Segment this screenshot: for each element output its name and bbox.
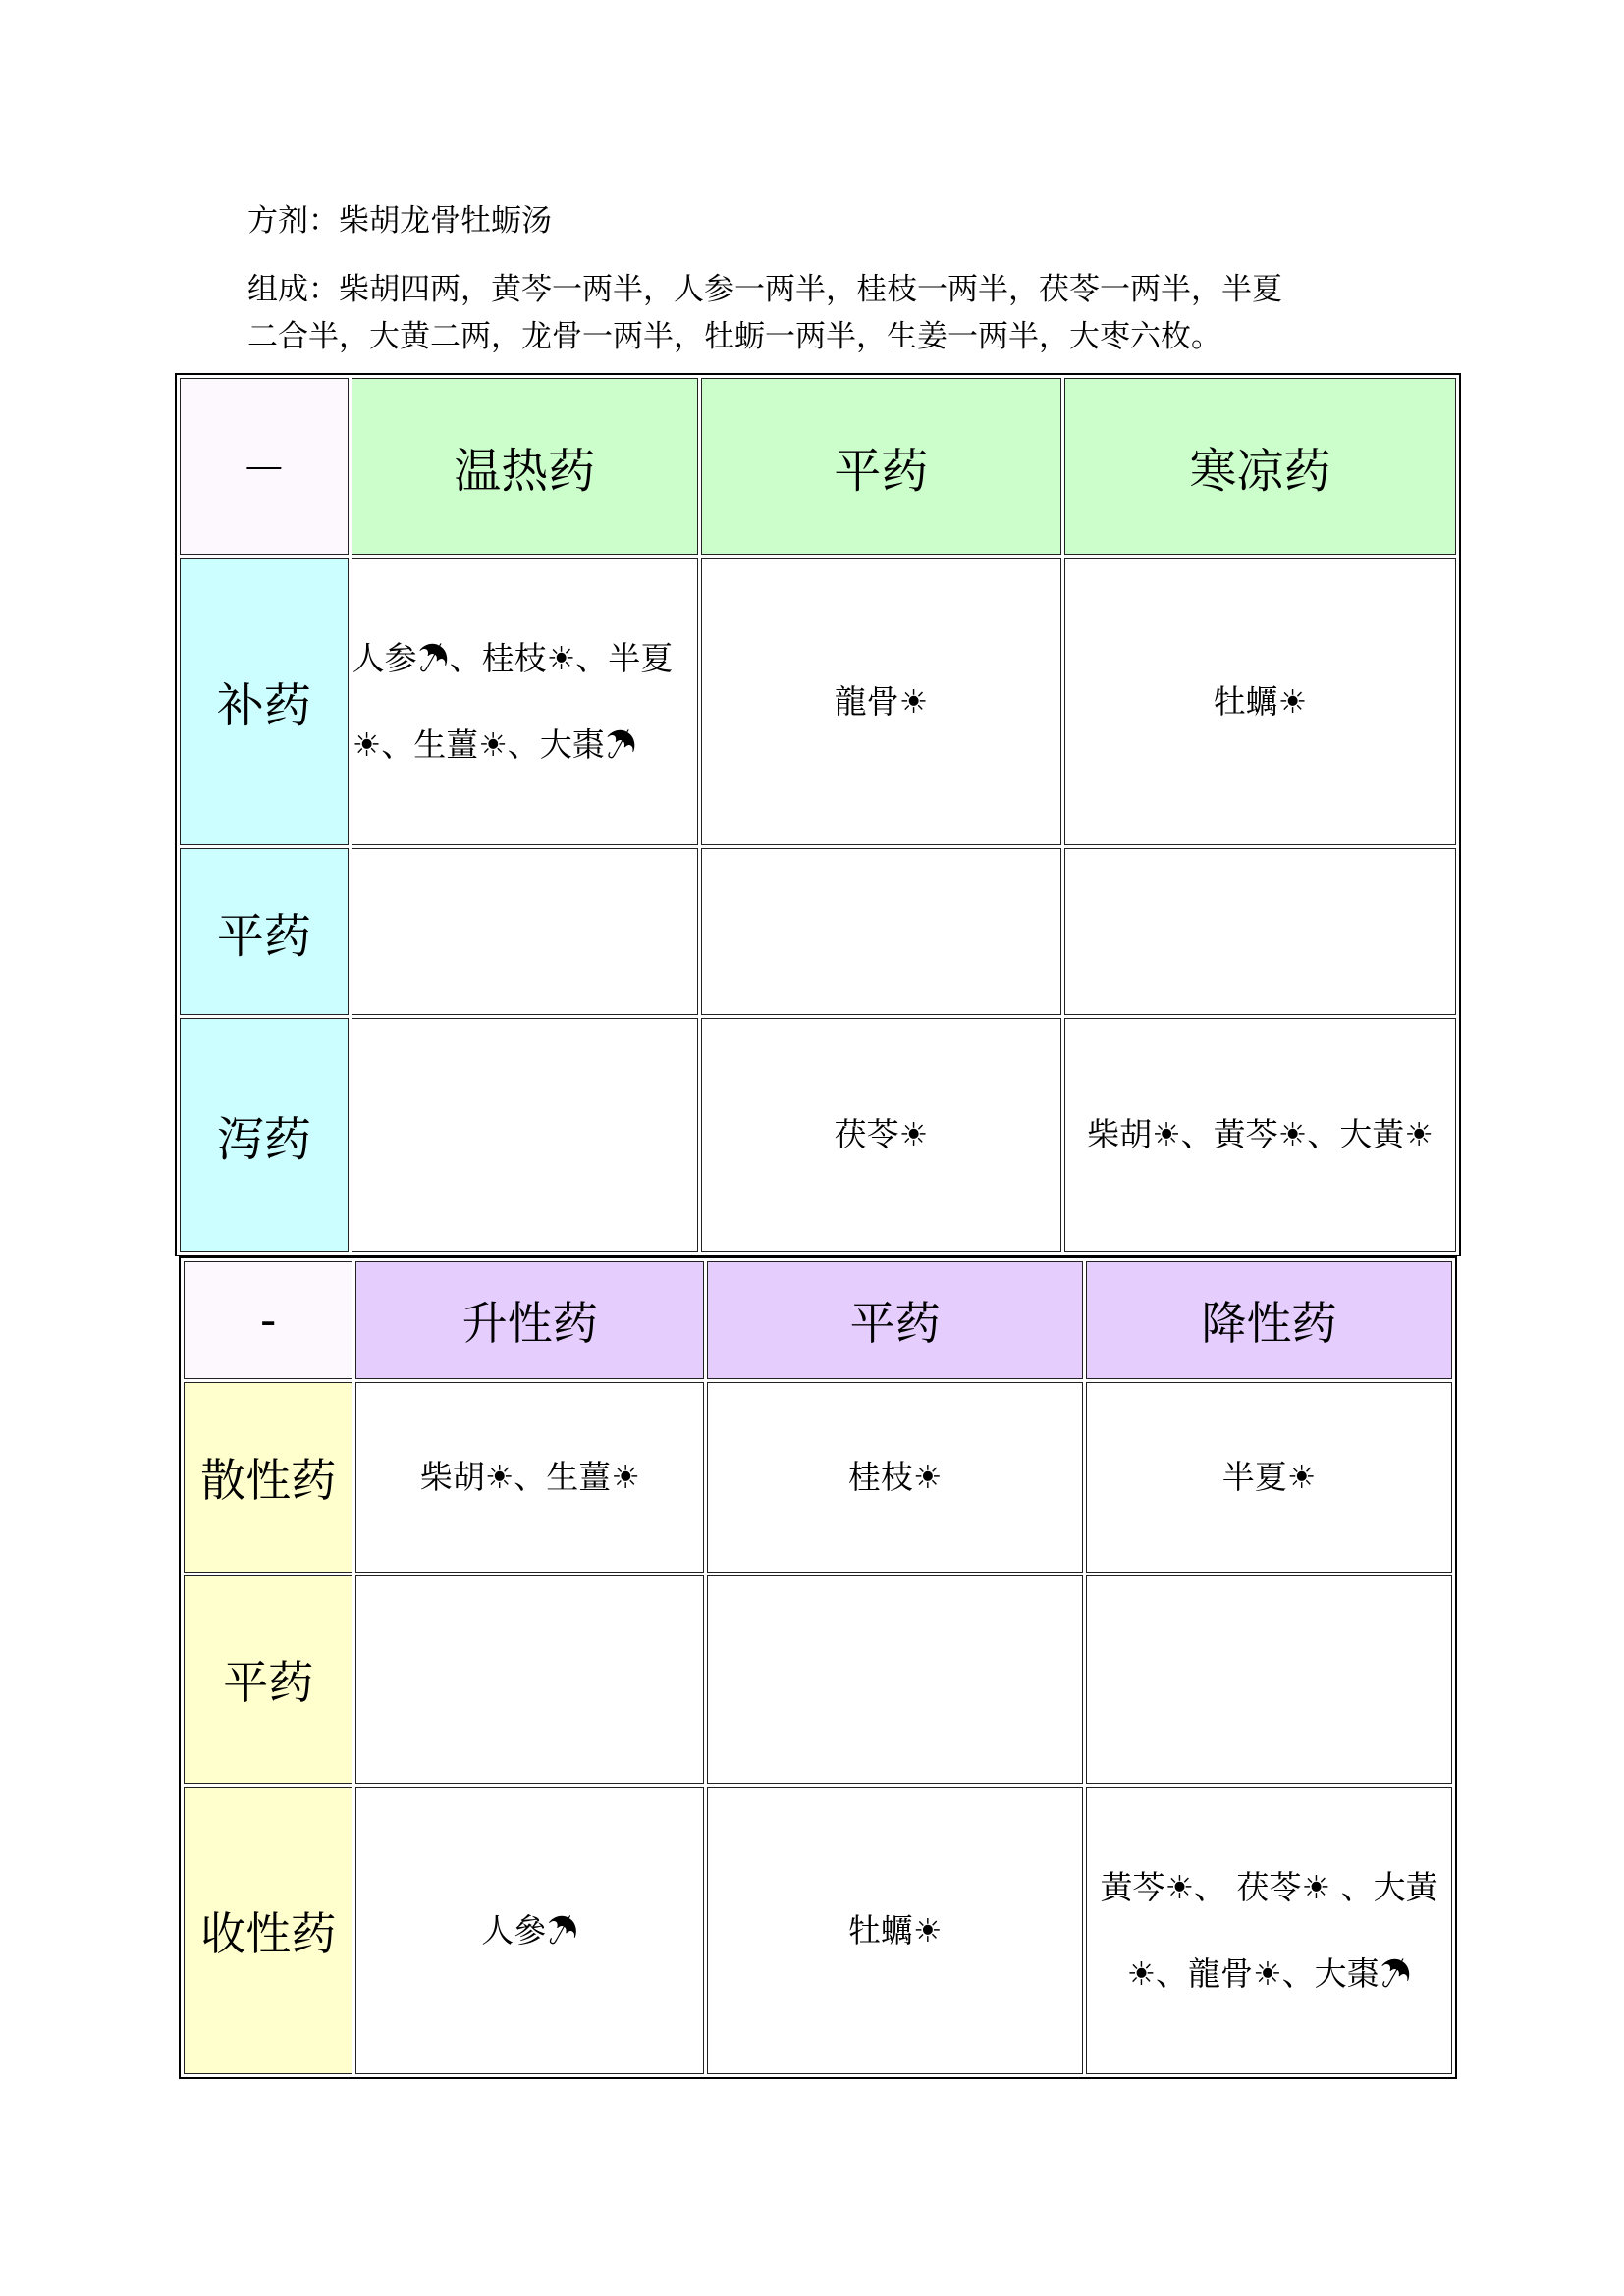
table2-header-neutral: 平药 <box>707 1261 1083 1379</box>
temperature-tonify-table <box>175 373 1461 1256</box>
table1-cell-purge-neutral: 茯苓☀ <box>701 1018 1061 1252</box>
table2-header-descend: 降性药 <box>1086 1261 1452 1379</box>
table2-row-label-disperse: 散性药 <box>184 1382 352 1572</box>
table1-row-label-tonify: 补药 <box>180 558 349 845</box>
table1-cell-purge-cold: 柴胡☀、黃芩☀、大黃☀ <box>1064 1018 1456 1252</box>
table2-cell-neutral-neutral <box>707 1575 1083 1785</box>
table1-row-label-purge: 泻药 <box>180 1018 349 1252</box>
composition-text-line-2: 二合半，大黄二两，龙骨一两半，牡蛎一两半，生姜一两半，大枣六枚。 <box>247 319 1221 354</box>
formula-title: 方剂：柴胡龙骨牡蛎汤 <box>247 203 552 239</box>
table2-cell-disperse-ascend: 柴胡☀、生薑☀ <box>355 1382 704 1572</box>
table2-corner-cell: - <box>184 1261 352 1379</box>
table2-cell-astringe-descend: 黃芩☀、 茯苓☀ 、大黃☀、龍骨☀、大棗☂ <box>1086 1787 1452 2074</box>
table2-cell-disperse-neutral: 桂枝☀ <box>707 1382 1083 1572</box>
table1-cell-neutral-neutral <box>701 848 1061 1015</box>
table1-header-cold: 寒凉药 <box>1064 378 1456 555</box>
table1-cell-tonify-warm: 人参☂、桂枝☀、半夏☀、生薑☀、大棗☂ <box>352 558 698 845</box>
table2-cell-astringe-neutral: 牡蠣☀ <box>707 1787 1083 2074</box>
table1-cell-tonify-neutral: 龍骨☀ <box>701 558 1061 845</box>
table1-header-warm: 温热药 <box>352 378 698 555</box>
table1-cell-purge-warm <box>352 1018 698 1252</box>
table1-cell-neutral-cold <box>1064 848 1456 1015</box>
ascend-disperse-table <box>179 1256 1457 2079</box>
table1-cell-tonify-cold: 牡蠣☀ <box>1064 558 1456 845</box>
table2-row-label-neutral: 平药 <box>184 1575 352 1785</box>
table2-cell-neutral-descend <box>1086 1575 1452 1785</box>
table1-corner-cell: － <box>180 378 349 555</box>
table2-cell-neutral-ascend <box>355 1575 704 1785</box>
table1-row-label-neutral: 平药 <box>180 848 349 1015</box>
table2-header-ascend: 升性药 <box>355 1261 704 1379</box>
table1-cell-neutral-warm <box>352 848 698 1015</box>
table1-header-neutral: 平药 <box>701 378 1061 555</box>
table2-cell-disperse-descend: 半夏☀ <box>1086 1382 1452 1572</box>
table2-row-label-astringe: 收性药 <box>184 1787 352 2074</box>
composition-text-line-1: 组成：柴胡四两，黄芩一两半，人参一两半，桂枝一两半，茯苓一两半，半夏 <box>247 272 1282 307</box>
table2-cell-astringe-ascend: 人參☂ <box>355 1787 704 2074</box>
